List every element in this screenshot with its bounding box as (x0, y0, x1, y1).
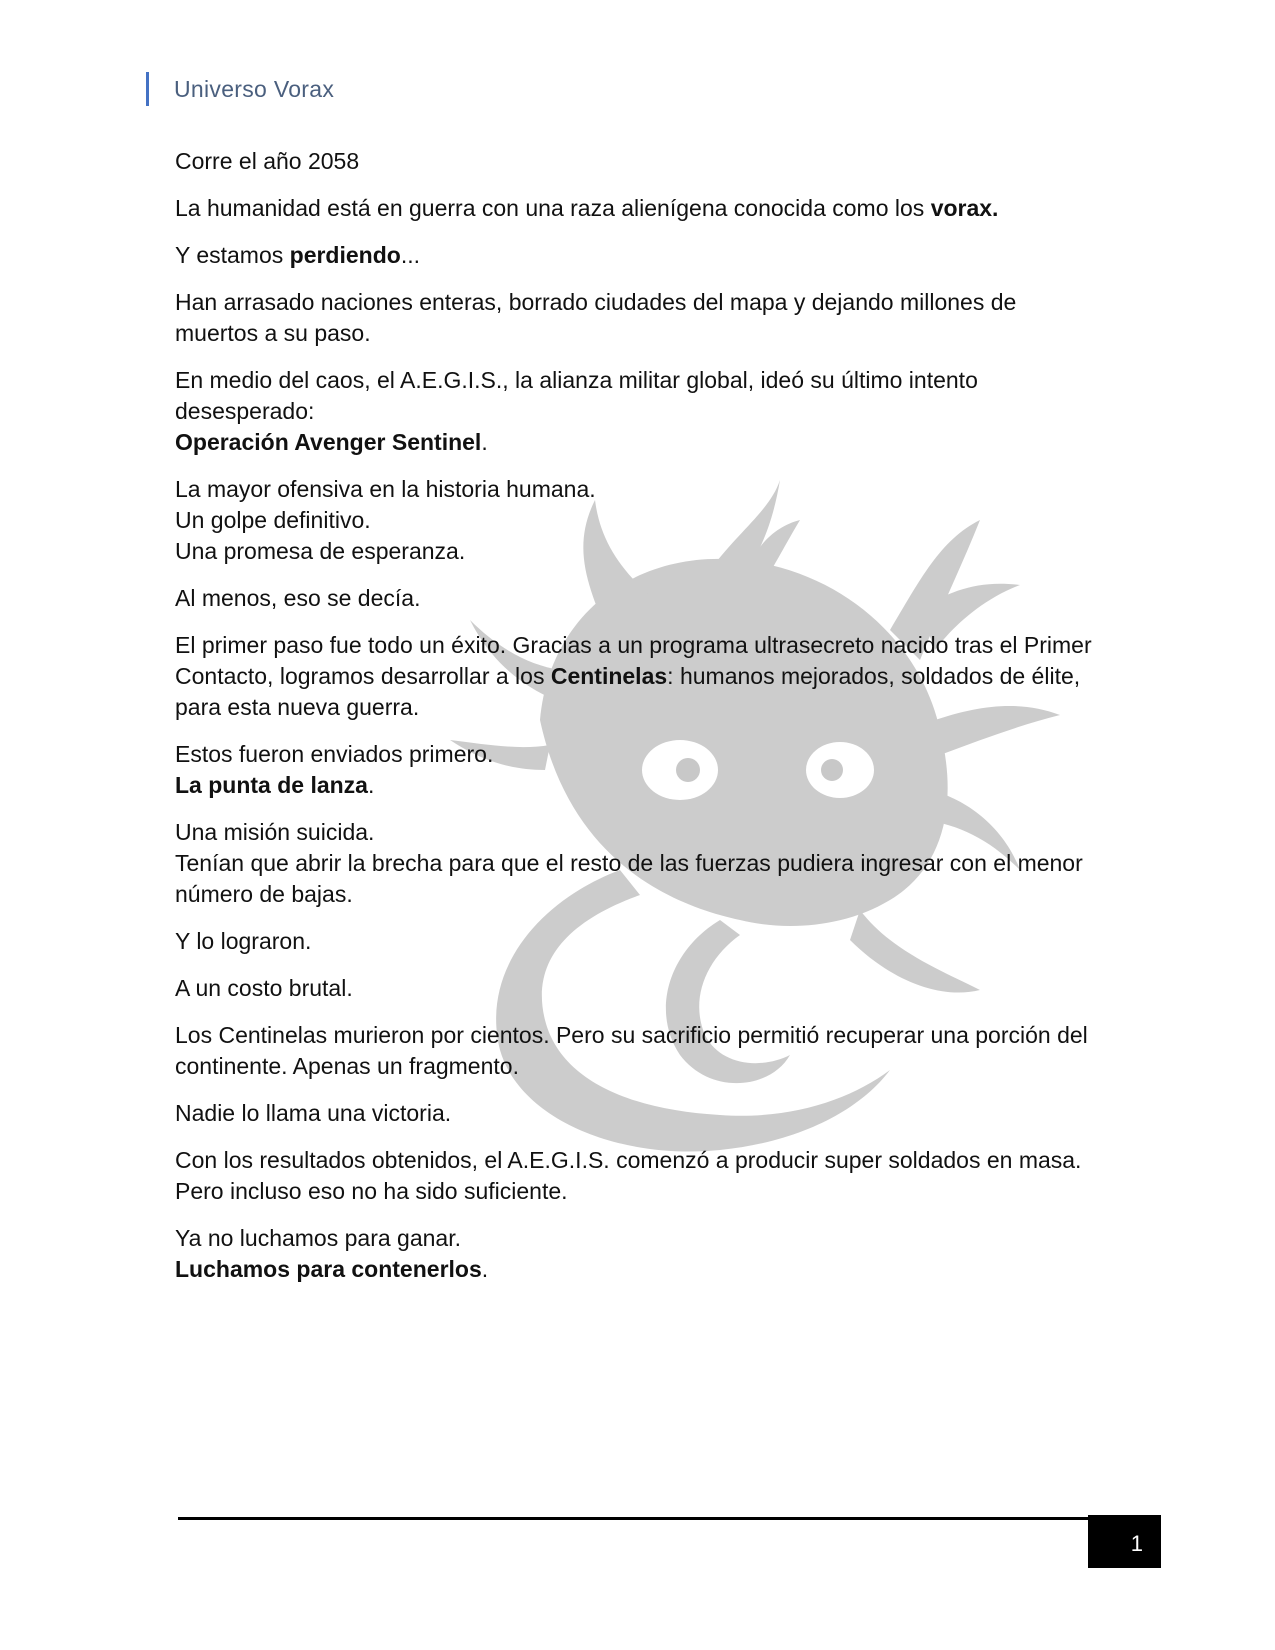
paragraph (175, 1223, 1095, 1285)
footer-rule (178, 1517, 1088, 1520)
text-run: Estos fueron enviados primero. (175, 741, 494, 767)
text-line (175, 817, 1095, 848)
text-line (175, 630, 1095, 723)
paragraph (175, 146, 1095, 177)
paragraph (175, 365, 1095, 458)
text-line (175, 365, 1095, 427)
text-run: Un golpe definitivo. (175, 507, 371, 533)
text-line (175, 240, 1095, 271)
text-run: . (481, 1256, 489, 1282)
text-line (175, 739, 1095, 770)
bold-text: Centinelas (550, 663, 668, 689)
text-line (175, 287, 1095, 349)
text-run: Nadie lo llama una victoria. (175, 1100, 452, 1126)
paragraph (175, 630, 1095, 723)
paragraph (175, 926, 1095, 957)
text-line (175, 505, 1095, 536)
bold-text: Luchamos para contenerlos (175, 1256, 482, 1282)
bold-text: perdiendo (289, 242, 401, 268)
text-line (175, 1020, 1095, 1082)
text-run: Tenían que abrir la brecha para que el resto de las fuerzas pudiera ingresar con el menor número de bajas. (175, 850, 1083, 907)
text-line (175, 1098, 1095, 1129)
paragraph (175, 474, 1095, 567)
text-run: El primer paso fue todo un éxito. Gracias a un programa ultrasecreto nacido tras el Primer Contacto, logramos desarrollar a los (175, 632, 1092, 689)
paragraph (175, 193, 1095, 224)
paragraph (175, 1020, 1095, 1082)
page-number: 1 (1088, 1515, 1161, 1568)
document-body (175, 146, 1095, 1301)
text-line (175, 146, 1095, 177)
text-line (175, 193, 1095, 224)
text-run: Una promesa de esperanza. (175, 538, 466, 564)
header-title: Universo Vorax (174, 76, 335, 102)
text-line (175, 1254, 1095, 1285)
paragraph (175, 739, 1095, 801)
paragraph (175, 1098, 1095, 1129)
text-run: La humanidad está en guerra con una raza alienígena conocida como los (175, 195, 931, 221)
text-run: . (481, 429, 488, 455)
paragraph (175, 287, 1095, 349)
paragraph (175, 817, 1095, 910)
bold-text: Operación Avenger Sentinel (175, 429, 482, 455)
text-line (175, 1223, 1095, 1254)
paragraph (175, 1145, 1095, 1207)
text-line (175, 474, 1095, 505)
text-line (175, 427, 1095, 458)
text-run: En medio del caos, el A.E.G.I.S., la alianza militar global, ideó su último intento desesperado: (175, 367, 978, 424)
text-run: Con los resultados obtenidos, el A.E.G.I.S. comenzó a producir super soldados en masa. Pero incluso eso no ha sido suficiente. (175, 1147, 1082, 1204)
text-run: Y estamos (175, 242, 290, 268)
text-run: Al menos, eso se decía. (175, 585, 421, 611)
text-run: A un costo brutal. (175, 975, 353, 1001)
text-line (175, 848, 1095, 910)
text-line (175, 973, 1095, 1004)
text-run: Han arrasado naciones enteras, borrado ciudades del mapa y dejando millones de muertos a su paso. (175, 289, 1017, 346)
text-line (175, 583, 1095, 614)
bold-text: vorax. (930, 195, 999, 221)
paragraph (175, 973, 1095, 1004)
text-run: Corre el año 2058 (175, 148, 360, 174)
text-line (175, 536, 1095, 567)
text-run: Ya no luchamos para ganar. (175, 1225, 461, 1251)
text-run: Los Centinelas murieron por cientos. Pero su sacrificio permitió recuperar una porción del continente. Apenas un fragmento. (175, 1022, 1088, 1079)
text-run: La mayor ofensiva en la historia humana. (175, 476, 596, 502)
text-run: . (367, 772, 375, 798)
text-run: : humanos mejorados, soldados de élite, para esta nueva guerra. (175, 663, 1081, 720)
text-line (175, 926, 1095, 957)
bold-text: La punta de lanza (175, 772, 368, 798)
text-run: Y lo lograron. (175, 928, 312, 954)
header-accent-bar (146, 72, 149, 106)
text-run: Una misión suicida. (175, 819, 375, 845)
paragraph (175, 583, 1095, 614)
paragraph (175, 240, 1095, 271)
text-line (175, 770, 1095, 801)
text-run: ... (400, 242, 420, 268)
text-line (175, 1145, 1095, 1207)
